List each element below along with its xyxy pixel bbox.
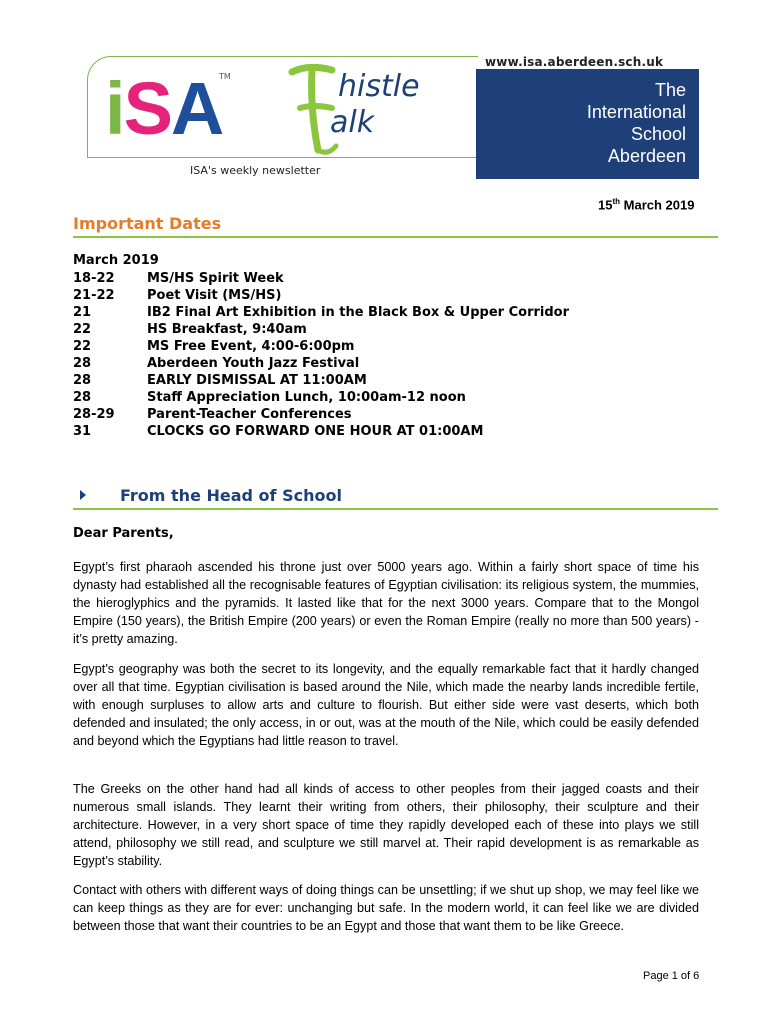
triangle-bullet-icon (80, 490, 86, 500)
body-paragraph: Egypt’s geography was both the secret to its longevity, and the equally remarkable fact that it hardly changed over all that time. Egyptian civilisation is based around the Nile, which made the nearby lands incredible fertile, with enough surpluses to allow arts and culture to flourish. But either side were vast deserts, which both defended and insulated; the only access, in or out, was at the mouth of the Nile, which could be easily defended and beyond which the Egyptians had little reason to travel. (73, 662, 699, 748)
month-label: March 2019 (73, 253, 159, 268)
heading-divider (73, 236, 718, 238)
event-text: IB2 Final Art Exhibition in the Black Box & Upper Corridor (147, 305, 569, 320)
event-row (73, 338, 354, 355)
heading-divider (73, 508, 718, 510)
event-date: 18-22 (73, 271, 115, 286)
talk-word: alk (330, 105, 375, 140)
event-row (73, 389, 466, 406)
thistle-word: histle (338, 69, 420, 104)
event-date: 28 (73, 356, 92, 371)
trademark-mark: TM (219, 72, 231, 81)
page-number: Page 1 of 6 (643, 970, 700, 982)
isa-logo-a: A (170, 67, 223, 150)
body-paragraph: Contact with others with different ways of doing things can be unsettling; if we shut up shop, we may feel like we can keep things as they are for ever: unchanging but safe. In the modern world, it can feel like we are divided between those that want their countries to be an Egypt and those that want them to be like Greece. (73, 883, 699, 933)
school-name-line: Aberdeen (607, 146, 686, 166)
body-paragraph: Egypt’s first pharaoh ascended his throne just over 5000 years ago. Within a fairly short space of time his dynasty had established all the recognisable features of Egyptian civilisation: its religious system, the mummies, the hieroglyphics and the pyramids. It lasted like that for the next 3000 years. Compare that to the Mongol Empire (150 years), the British Empire (200 years) or even the Roman Empire (really no more than 500 years) - it’s pretty amazing. (73, 560, 699, 646)
school-name-line: The (654, 80, 686, 100)
event-date: 21-22 (73, 288, 115, 303)
event-date: 28 (73, 390, 92, 405)
thistle-talk-logo (288, 60, 478, 160)
isa-logo (105, 67, 223, 150)
event-row (73, 287, 281, 304)
event-row (73, 321, 307, 338)
important-dates-heading: Important Dates (73, 214, 222, 233)
newsletter-tagline: ISA's weekly newsletter (190, 164, 321, 177)
issue-date: 15th March 2019 (598, 197, 695, 213)
event-text: Poet Visit (MS/HS) (147, 288, 282, 303)
event-text: Parent-Teacher Conferences (147, 407, 352, 422)
event-row (73, 355, 359, 372)
school-name-line: School (630, 124, 686, 144)
event-text: MS/HS Spirit Week (147, 271, 284, 286)
event-date: 22 (73, 322, 92, 337)
event-row (73, 372, 367, 389)
body-paragraph: The Greeks on the other hand had all kinds of access to other peoples from their jagged coasts and their numerous small islands. They learnt their writing from others, their philosophy, their sculpture and their architecture. However, in a very short space of time they rapidly developed each of these into plays we still attend, philosophy we still read, and sculpture we still marvel at. Their rapid development is as remarkable as Egypt’s stability. (73, 782, 699, 868)
event-date: 28-29 (73, 407, 115, 422)
event-text: CLOCKS GO FORWARD ONE HOUR AT 01:00AM (147, 424, 484, 439)
event-text: Aberdeen Youth Jazz Festival (147, 356, 360, 371)
website-url: www.isa.aberdeen.sch.uk (485, 55, 664, 69)
event-row (73, 406, 352, 423)
event-text: Staff Appreciation Lunch, 10:00am-12 noon (147, 390, 466, 405)
school-name-line: International (586, 102, 686, 122)
event-row (73, 423, 483, 440)
event-row (73, 304, 569, 321)
event-date: 31 (73, 424, 92, 439)
head-of-school-heading: From the Head of School (120, 486, 342, 505)
school-name (476, 79, 686, 167)
event-date: 28 (73, 373, 92, 388)
salutation: Dear Parents, (73, 526, 174, 541)
isa-logo-i: i (105, 67, 124, 150)
event-text: EARLY DISMISSAL AT 11:00AM (147, 373, 367, 388)
event-row (73, 270, 284, 287)
school-name-panel (476, 69, 699, 179)
event-text: HS Breakfast, 9:40am (147, 322, 307, 337)
event-date: 21 (73, 305, 92, 320)
event-text: MS Free Event, 4:00-6:00pm (147, 339, 355, 354)
isa-logo-s: S (123, 67, 171, 150)
event-date: 22 (73, 339, 92, 354)
